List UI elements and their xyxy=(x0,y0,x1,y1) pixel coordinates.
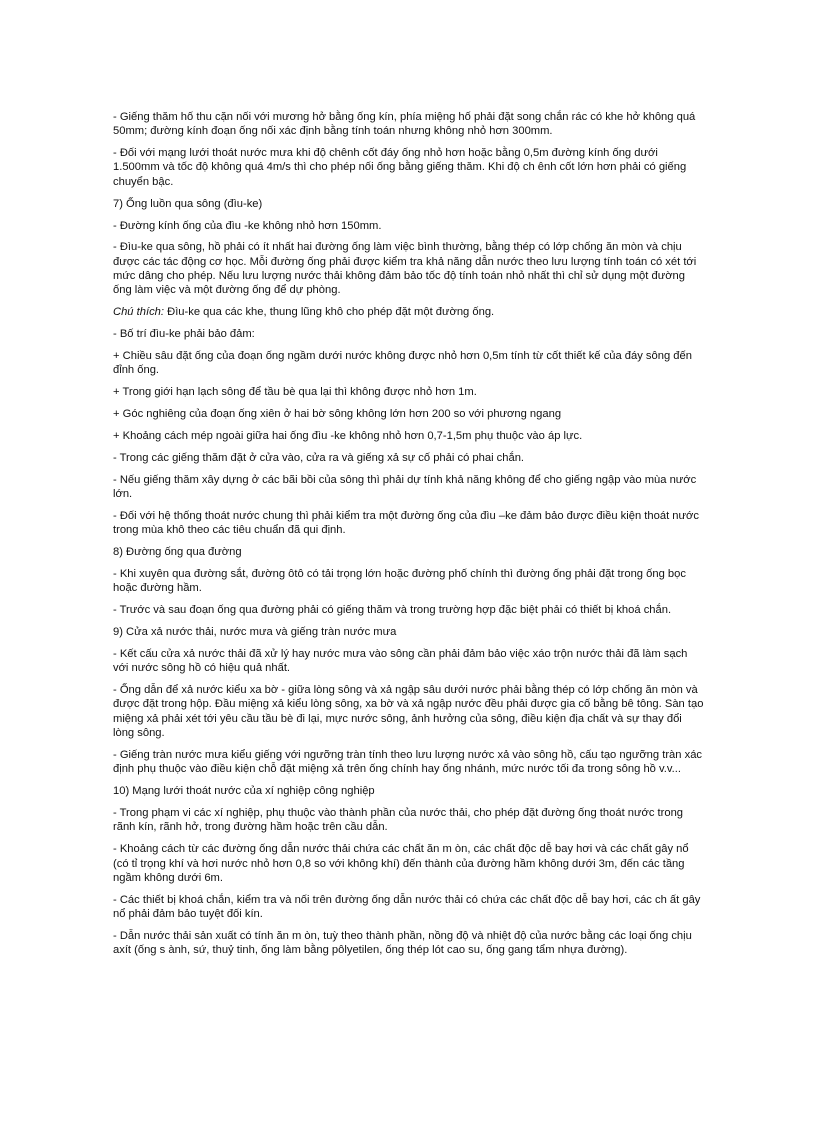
paragraph: - Đìu-ke qua sông, hồ phải có ít nhất hai đường ống làm việc bình thường, bằng thép có lớp chống ăn mòn và chịu được các tác động cơ học. Mỗi đường ống phải được kiểm tra khả năng dẫn nước theo lưu lượng tính toán có xét tới mức dâng cho phép. Nếu lưu lượng nước thải không đảm bảo tốc độ tính toán nhỏ nhất thì chỉ sử dụng một đường ống làm việc và một đường ống để dự phòng. xyxy=(113,241,697,297)
document-page xyxy=(113,110,705,965)
paragraph: - Đối với mạng lưới thoát nước mưa khi độ chênh cốt đáy ống nhỏ hơn hoặc bằng 0,5m đường kính ống dưới 1.500mm và tốc độ không quá 4m/s thì cho phép nối ống bằng giếng thăm. Khi độ ch ênh cốt lớn hơn phải có giếng chuyển bậc. xyxy=(113,147,687,188)
section-heading-7: 7) Ống luồn qua sông (đìu-ke) xyxy=(113,197,263,210)
paragraph: - Nếu giếng thăm xây dựng ở các bãi bồi của sông thì phải dự tính khả năng không để cho giếng ngập vào mùa nước lớn. xyxy=(113,473,697,501)
paragraph: - Trong phạm vi các xí nghiệp, phụ thuộc vào thành phần của nước thải, cho phép đặt đường ống thoát nước trong rãnh kín, rãnh hở, trong đường hầm hoặc trên cầu dẫn. xyxy=(113,807,684,834)
paragraph: - Đường kính ống của đìu -ke không nhỏ hơn 150mm. xyxy=(113,219,382,232)
paragraph: - Các thiết bị khoá chắn, kiểm tra và nối trên đường ống dẫn nước thải có chứa các chất độc dễ bay hơi, các ch ất gây nổ phải đảm bảo tuyệt đối kín. xyxy=(113,893,701,921)
paragraph: + Trong giới hạn lạch sông để tầu bè qua lại thì không được nhỏ hơn 1m. xyxy=(113,386,477,399)
paragraph: - Dẫn nước thải sản xuất có tính ăn m òn, tuỳ theo thành phần, nồng độ và nhiệt độ của nước bằng các loại ống chịu axít (ống s ành, sứ, thuỷ tinh, ống làm bằng pôlyetilen, ống thép lót cao su, ống gang tẩm nhựa đường). xyxy=(113,929,692,957)
note-label: Chú thích: xyxy=(113,306,164,319)
paragraph: + Khoảng cách mép ngoài giữa hai ống đìu -ke không nhỏ hơn 0,7-1,5m phụ thuộc vào áp lực. xyxy=(113,429,583,442)
paragraph: - Đối với hệ thống thoát nước chung thì phải kiểm tra một đường ống của đìu –ke đảm bảo được điều kiện thoát nước trong mùa khô theo các tiêu chuẩn đã qui định. xyxy=(113,509,699,537)
paragraph: + Chiều sâu đặt ống của đoạn ống ngầm dưới nước không được nhỏ hơn 0,5m tính từ cốt thiết kế của đáy sông đến đỉnh ống. xyxy=(113,350,692,377)
section-heading-8: 8) Đường ống qua đường xyxy=(113,546,242,559)
paragraph: - Ống dẫn để xả nước kiểu xa bờ - giữa lòng sông và xả ngập sâu dưới nước phải bằng thép có lớp chống ăn mòn và được đặt trong hộp. Đầu miệng xả kiểu lòng sông, xa bờ và xả ngập nước đều phải được gia cố bằng bê tông. Sàn tạo miệng xả phải xét tới yêu cầu tầu bè đi lại, mực nước sông, ảnh hưởng của sông, điều kiện địa chất và sự thay đổi lòng sông. xyxy=(113,684,704,740)
paragraph: - Khi xuyên qua đường sắt, đường ôtô có tải trọng lớn hoặc đường phố chính thì đường ống phải đặt trong ống bọc hoặc đường hầm. xyxy=(113,568,686,595)
note-paragraph xyxy=(113,305,705,319)
paragraph: - Giếng thăm hố thu cặn nối với mương hở bằng ống kín, phía miệng hố phải đặt song chắn rác có khe hở không quá 50mm; đường kính đoạn ống nối xác định bằng tính toán nhưng không nhỏ hơn 300mm. xyxy=(113,111,696,138)
section-heading-9: 9) Cửa xả nước thải, nước mưa và giếng tràn nước mưa xyxy=(113,626,397,639)
paragraph: - Khoảng cách từ các đường ống dẫn nước thải chứa các chất ăn m òn, các chất độc dễ bay hơi và các chất gây nổ (có tỉ trọng khí và hơi nước nhỏ hơn 0,8 so với không khí) đến thành của đường hầm không dưới 3m, đến các tầng ngầm không dưới 6m. xyxy=(113,843,689,884)
paragraph: - Trước và sau đoạn ống qua đường phải có giếng thăm và trong trường hợp đặc biệt phải có thiết bị khoá chắn. xyxy=(113,604,672,617)
paragraph: - Bố trí đìu-ke phải bảo đảm: xyxy=(113,328,255,341)
paragraph: - Giếng tràn nước mưa kiểu giếng với ngưỡng tràn tính theo lưu lượng nước xả vào sông hồ, cấu tạo ngưỡng tràn xác định phụ thuộc vào điều kiện chỗ đặt miệng xả trên ống chính hay ống nhánh, mức nước tối đa trong sông hồ v.v... xyxy=(113,748,703,776)
paragraph: - Trong các giếng thăm đặt ở cửa vào, cửa ra và giếng xả sự cố phải có phai chắn. xyxy=(113,451,525,464)
note-text: Đìu-ke qua các khe, thung lũng khô cho phép đặt một đường ống. xyxy=(167,306,495,319)
paragraph: - Kết cấu cửa xả nước thải đã xử lý hay nước mưa vào sông cần phải đảm bảo việc xáo trộn nước thải đã làm sạch với nước sông hồ có hiệu quả nhất. xyxy=(113,648,688,675)
paragraph: + Góc nghiêng của đoạn ống xiên ở hai bờ sông không lớn hơn 200 so với phương ngang xyxy=(113,408,562,421)
section-heading-10: 10) Mạng lưới thoát nước của xí nghiệp công nghiệp xyxy=(113,785,375,798)
